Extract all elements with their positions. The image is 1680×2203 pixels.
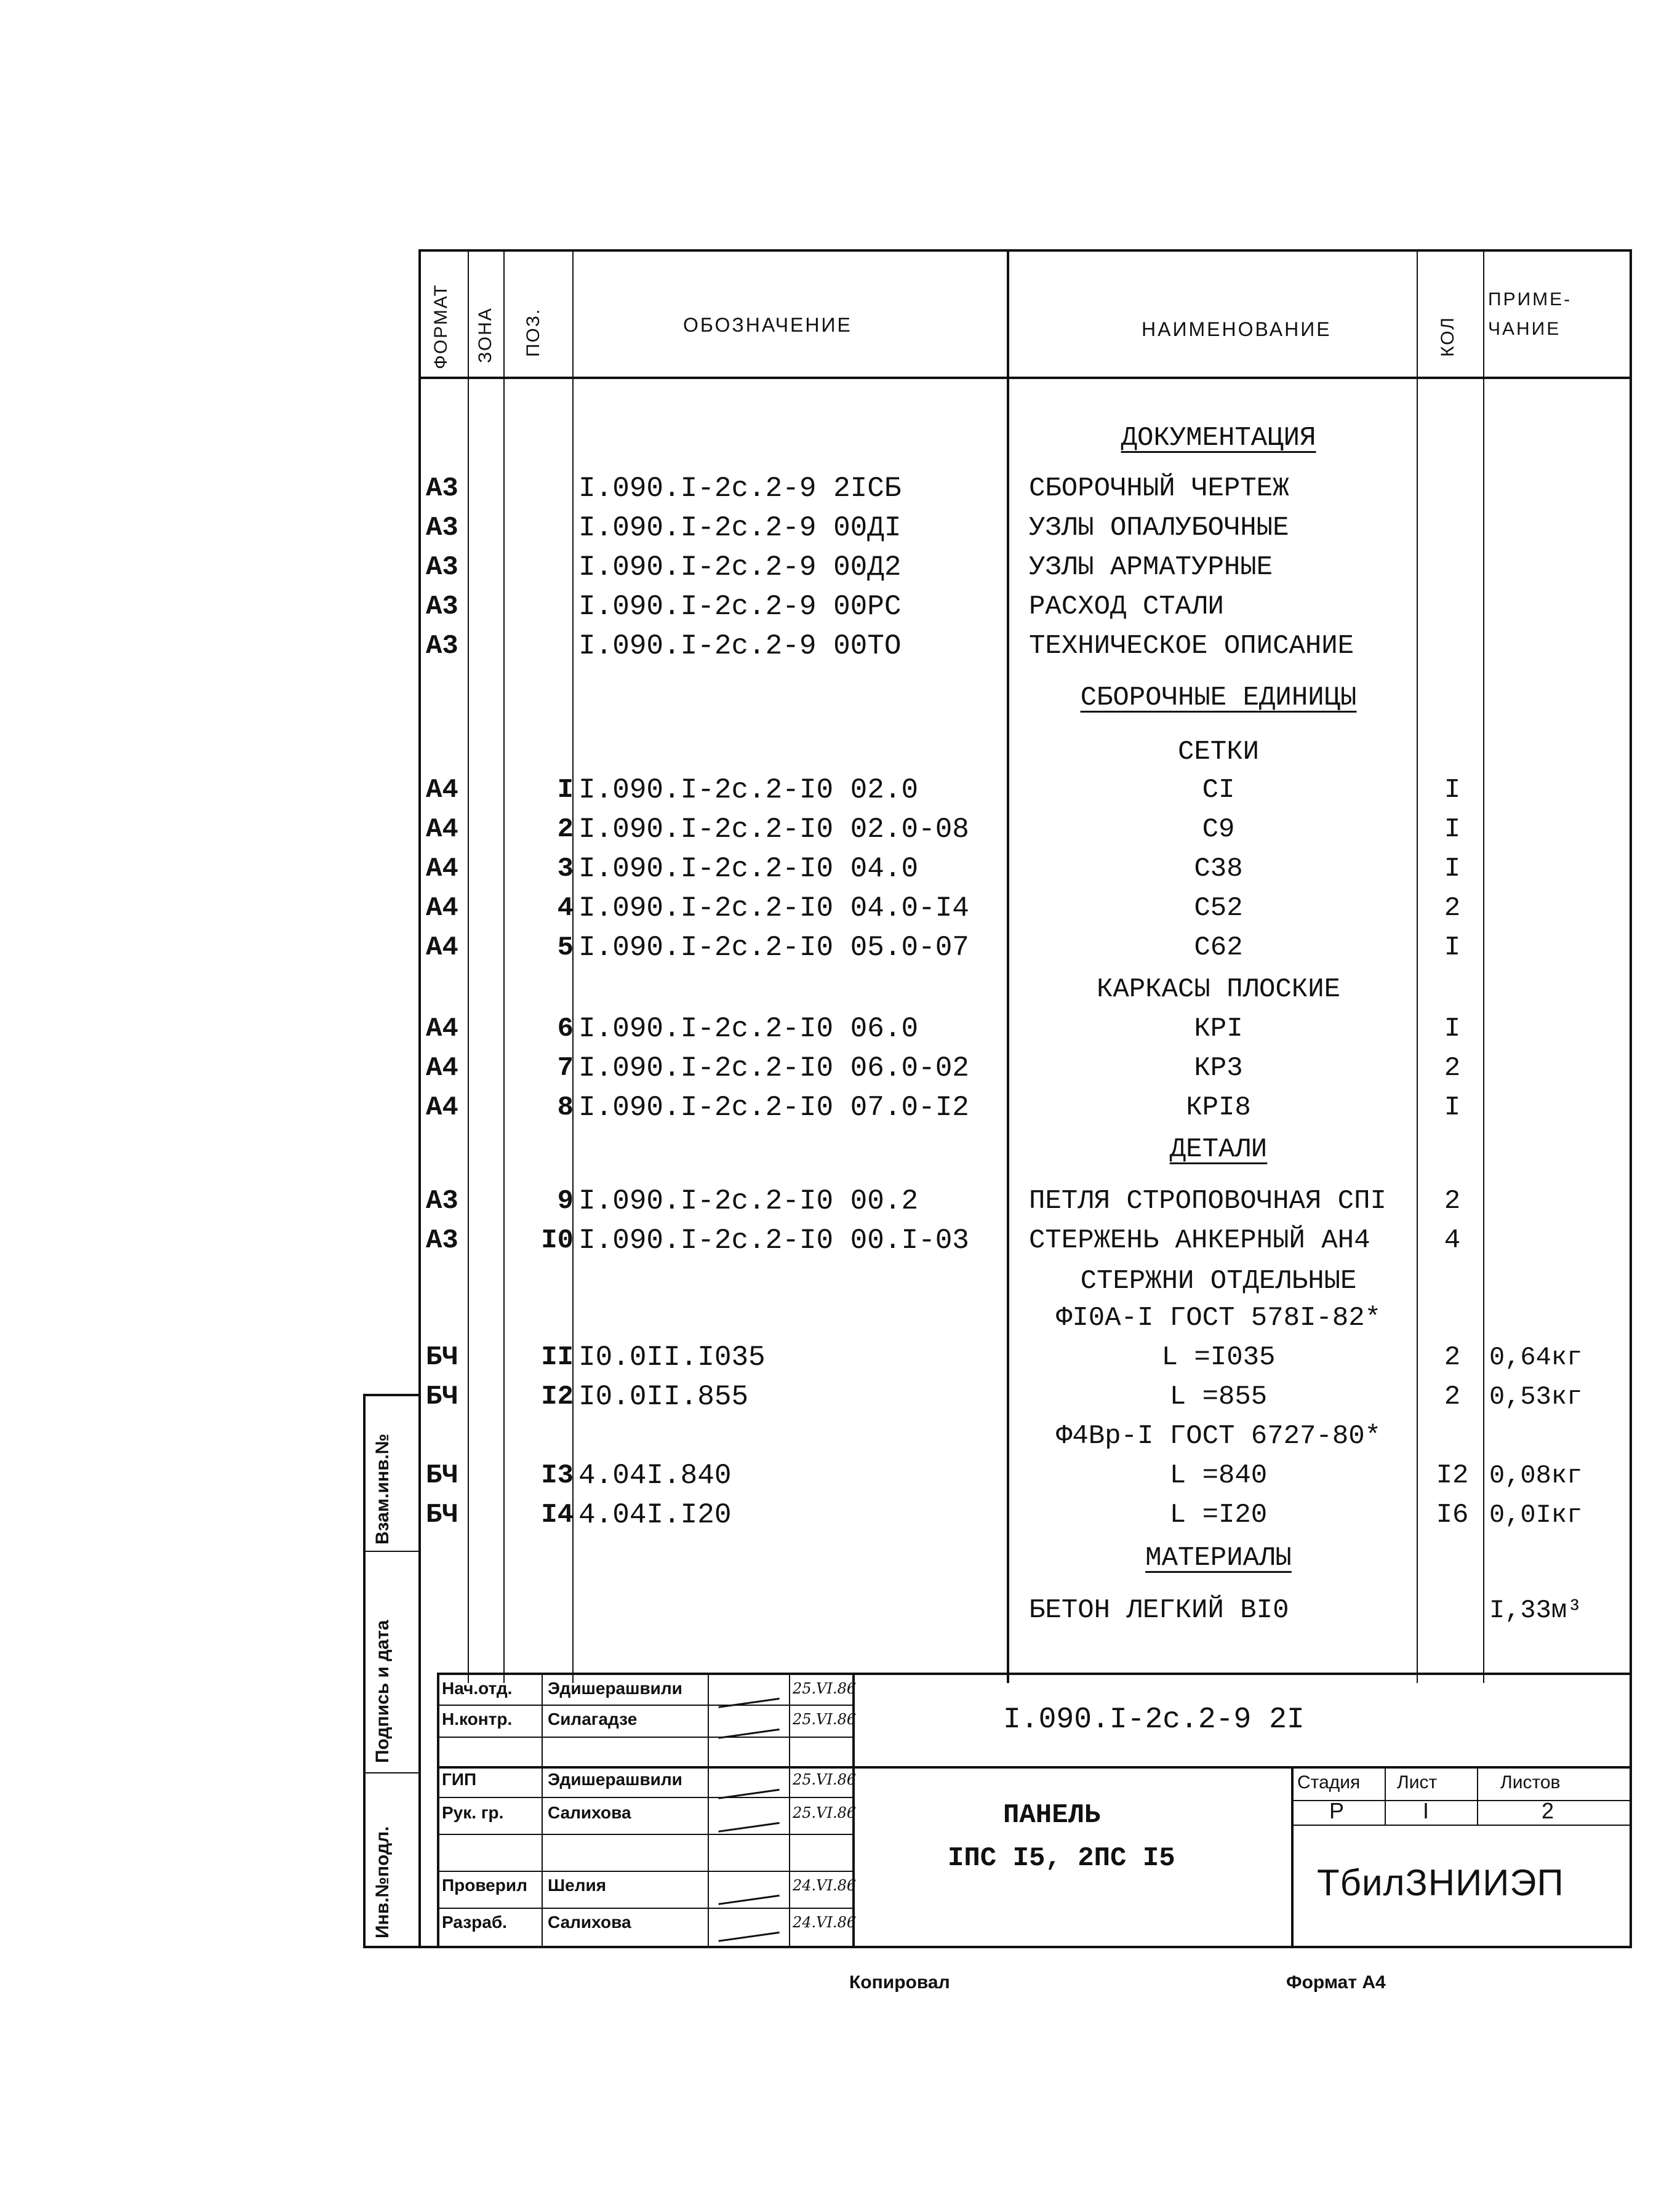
cell-designation: I.090.I-2c.2-I0 05.0-07 bbox=[578, 932, 969, 964]
cell-designation: I.090.I-2c.2-9 2IСБ bbox=[578, 473, 902, 505]
signature-role: Разраб. bbox=[442, 1913, 507, 1932]
stage-value: Р bbox=[1329, 1798, 1345, 1823]
cell-quantity: 2 bbox=[1444, 1053, 1461, 1084]
signature-date: 25.VI.86 bbox=[793, 1804, 857, 1821]
signature-name: Шелия bbox=[548, 1876, 607, 1895]
handwritten-signature bbox=[716, 1679, 780, 1708]
cell-position: 5 bbox=[557, 932, 574, 963]
table-row bbox=[0, 770, 1680, 810]
section-row bbox=[0, 1130, 1680, 1169]
header-designation: ОБОЗНАЧЕНИЕ bbox=[683, 314, 852, 336]
cell-quantity: 2 bbox=[1444, 1342, 1461, 1373]
cell-designation: I.090.I-2c.2-I0 04.0 bbox=[578, 853, 919, 885]
cell-position: I bbox=[557, 775, 574, 806]
cell-name: КР3 bbox=[1194, 1053, 1243, 1084]
cell-format: А4 bbox=[426, 1092, 458, 1123]
table-row bbox=[0, 1181, 1680, 1221]
signature-name: Эдишерашвили bbox=[548, 1679, 682, 1698]
cell-designation: I.090.I-2c.2-I0 06.0-02 bbox=[578, 1052, 969, 1084]
cell-position: 6 bbox=[557, 1014, 574, 1044]
signature-role: Н.контр. bbox=[442, 1709, 513, 1729]
organization-name: ТбилЗНИИЭП bbox=[1317, 1862, 1564, 1903]
cell-name: ПЕТЛЯ СТРОПОВОЧНАЯ СПI bbox=[1029, 1186, 1386, 1217]
cell-designation: I.090.I-2c.2-I0 00.I-03 bbox=[578, 1225, 969, 1257]
cell-name: КАРКАСЫ ПЛОСКИЕ bbox=[1096, 974, 1341, 1005]
table-row bbox=[0, 1456, 1680, 1495]
cell-name: C52 bbox=[1194, 893, 1243, 924]
cell-quantity: I2 bbox=[1436, 1460, 1469, 1491]
signature-role: Рук. гр. bbox=[442, 1803, 504, 1822]
header-zone: ЗОНА bbox=[475, 307, 495, 363]
table-row bbox=[0, 587, 1680, 626]
group-row bbox=[0, 1261, 1680, 1301]
cell-name: ДОКУМЕНТАЦИЯ bbox=[1121, 423, 1316, 454]
sheets-label: Листов bbox=[1500, 1772, 1561, 1793]
cell-designation: 4.04I.840 bbox=[578, 1460, 732, 1492]
section-row bbox=[0, 418, 1680, 458]
cell-quantity: I bbox=[1444, 854, 1461, 884]
cell-position: 3 bbox=[557, 854, 574, 884]
cell-quantity: 2 bbox=[1444, 1381, 1461, 1412]
signature-name: Силагадзе bbox=[548, 1709, 638, 1729]
table-row bbox=[0, 626, 1680, 666]
group-row bbox=[0, 1417, 1680, 1456]
cell-position: 8 bbox=[557, 1092, 574, 1123]
cell-name: L =I035 bbox=[1161, 1342, 1276, 1373]
cell-name: CI bbox=[1202, 775, 1235, 806]
cell-format: А4 bbox=[426, 1053, 458, 1084]
cell-designation: I.090.I-2c.2-I0 04.0-I4 bbox=[578, 892, 969, 924]
table-row bbox=[0, 1088, 1680, 1127]
cell-position: I0 bbox=[541, 1225, 574, 1256]
cell-designation: I.090.I-2c.2-9 00ДI bbox=[578, 512, 902, 544]
cell-name: ДЕТАЛИ bbox=[1169, 1134, 1268, 1165]
title-line-2: IПС I5, 2ПС I5 bbox=[948, 1843, 1175, 1874]
table-row bbox=[0, 548, 1680, 587]
cell-name: L =855 bbox=[1169, 1381, 1268, 1412]
cell-name: ТЕХНИЧЕСКОЕ ОПИСАНИЕ bbox=[1029, 631, 1354, 662]
header-pos: ПОЗ. bbox=[523, 308, 543, 357]
cell-format: БЧ bbox=[426, 1500, 458, 1530]
signature-date: 24.VI.86 bbox=[793, 1914, 857, 1931]
header-name: НАИМЕНОВАНИЕ bbox=[1142, 318, 1332, 340]
cell-quantity: 4 bbox=[1444, 1225, 1461, 1256]
header-qty: КОЛ bbox=[1438, 316, 1458, 357]
cell-format: А4 bbox=[426, 854, 458, 884]
cell-note: 0,08кг bbox=[1489, 1461, 1583, 1490]
table-row bbox=[0, 508, 1680, 548]
cell-name: СБОРОЧНЫЕ ЕДИНИЦЫ bbox=[1080, 682, 1357, 713]
cell-quantity: I bbox=[1444, 932, 1461, 963]
cell-designation: I.090.I-2c.2-I0 06.0 bbox=[578, 1013, 919, 1045]
cell-name: C38 bbox=[1194, 854, 1243, 884]
cell-format: А3 bbox=[426, 591, 458, 622]
cell-name: СБОРОЧНЫЙ ЧЕРТЕЖ bbox=[1029, 473, 1289, 504]
cell-name: КРI bbox=[1194, 1014, 1243, 1044]
handwritten-signature bbox=[716, 1804, 780, 1833]
cell-name: C62 bbox=[1194, 932, 1243, 963]
cell-designation: I0.0II.855 bbox=[578, 1381, 749, 1413]
cell-quantity: I bbox=[1444, 814, 1461, 845]
document-code: I.090.I-2c.2-9 2I bbox=[1003, 1703, 1305, 1737]
cell-quantity: I bbox=[1444, 775, 1461, 806]
section-row bbox=[0, 678, 1680, 718]
cell-format: А4 bbox=[426, 893, 458, 924]
table-row bbox=[0, 928, 1680, 967]
cell-format: А3 bbox=[426, 1225, 458, 1256]
table-row bbox=[0, 810, 1680, 849]
cell-designation: I.090.I-2c.2-I0 02.0-08 bbox=[578, 814, 969, 846]
table-row bbox=[0, 1221, 1680, 1260]
table-row bbox=[0, 1591, 1680, 1630]
signature-date: 25.VI.86 bbox=[793, 1771, 857, 1788]
cell-name: КРI8 bbox=[1186, 1092, 1251, 1123]
cell-designation: 4.04I.I20 bbox=[578, 1499, 732, 1531]
cell-designation: I.090.I-2c.2-I0 00.2 bbox=[578, 1185, 919, 1217]
side-stamp-podpis: Подпись и дата bbox=[372, 1620, 393, 1763]
side-stamp-inv: Инв.№подл. bbox=[372, 1826, 393, 1938]
handwritten-signature bbox=[716, 1876, 780, 1905]
cell-name: Ф4Вр-I ГОСТ 6727-80* bbox=[1055, 1421, 1382, 1452]
table-row bbox=[0, 849, 1680, 889]
footer-copied: Копировал bbox=[849, 1972, 950, 1993]
cell-note: 0,53кг bbox=[1489, 1382, 1583, 1412]
cell-designation: I.090.I-2c.2-I0 02.0 bbox=[578, 774, 919, 806]
table-row bbox=[0, 469, 1680, 508]
cell-name: СТЕРЖНИ ОТДЕЛЬНЫЕ bbox=[1080, 1266, 1357, 1297]
cell-position: 7 bbox=[557, 1053, 574, 1084]
table-row bbox=[0, 1049, 1680, 1088]
table-row bbox=[0, 1377, 1680, 1417]
cell-position: I2 bbox=[541, 1381, 574, 1412]
cell-format: А4 bbox=[426, 1014, 458, 1044]
sheet-label: Лист bbox=[1397, 1772, 1438, 1793]
cell-designation: I.090.I-2c.2-9 00ТО bbox=[578, 630, 902, 662]
table-row bbox=[0, 1495, 1680, 1535]
table-row bbox=[0, 1009, 1680, 1049]
cell-note: I,33м³ bbox=[1489, 1596, 1583, 1625]
cell-format: А3 bbox=[426, 473, 458, 504]
side-stamp-vzam: Взам.инв.№ bbox=[372, 1433, 393, 1545]
header-note-2: ЧАНИЕ bbox=[1488, 319, 1561, 339]
cell-quantity: I bbox=[1444, 1092, 1461, 1123]
cell-name: РАСХОД СТАЛИ bbox=[1029, 591, 1224, 622]
cell-name: УЗЛЫ ОПАЛУБОЧНЫЕ bbox=[1029, 513, 1289, 543]
group-row bbox=[0, 732, 1680, 772]
cell-name: C9 bbox=[1202, 814, 1235, 845]
signature-role: Нач.отд. bbox=[442, 1679, 513, 1698]
cell-name: МАТЕРИАЛЫ bbox=[1145, 1543, 1292, 1573]
cell-format: А4 bbox=[426, 932, 458, 963]
cell-name: БЕТОН ЛЕГКИЙ ВI0 bbox=[1029, 1595, 1289, 1626]
cell-format: А3 bbox=[426, 631, 458, 662]
cell-quantity: I6 bbox=[1436, 1500, 1469, 1530]
cell-format: А4 bbox=[426, 814, 458, 845]
cell-format: БЧ bbox=[426, 1381, 458, 1412]
cell-designation: I0.0II.I035 bbox=[578, 1341, 766, 1373]
cell-note: 0,0Iкг bbox=[1489, 1500, 1583, 1530]
handwritten-signature bbox=[716, 1710, 780, 1739]
cell-designation: I.090.I-2c.2-9 00РС bbox=[578, 591, 902, 623]
cell-format: А3 bbox=[426, 513, 458, 543]
cell-name: ФI0А-I ГОСТ 578I-82* bbox=[1055, 1303, 1382, 1333]
cell-designation: I.090.I-2c.2-9 00Д2 bbox=[578, 551, 902, 583]
cell-note: 0,64кг bbox=[1489, 1343, 1583, 1372]
cell-name: УЗЛЫ АРМАТУРНЫЕ bbox=[1029, 552, 1273, 583]
cell-name: L =840 bbox=[1169, 1460, 1268, 1491]
signature-date: 24.VI.86 bbox=[793, 1877, 857, 1894]
handwritten-signature bbox=[716, 1913, 780, 1942]
table-row bbox=[0, 1338, 1680, 1377]
cell-position: 2 bbox=[557, 814, 574, 845]
cell-position: II bbox=[541, 1342, 574, 1373]
signature-name: Эдишерашвили bbox=[548, 1770, 682, 1789]
group-row bbox=[0, 970, 1680, 1009]
handwritten-signature bbox=[716, 1770, 780, 1799]
cell-name: СЕТКИ bbox=[1177, 737, 1260, 767]
section-row bbox=[0, 1538, 1680, 1578]
footer-format: Формат А4 bbox=[1286, 1972, 1386, 1993]
sheets-value: 2 bbox=[1542, 1798, 1554, 1823]
stage-label: Стадия bbox=[1297, 1772, 1361, 1793]
group-row bbox=[0, 1298, 1680, 1338]
cell-name: L =I20 bbox=[1169, 1500, 1268, 1530]
sheet-value: I bbox=[1423, 1798, 1430, 1823]
cell-format: БЧ bbox=[426, 1460, 458, 1491]
cell-format: А3 bbox=[426, 552, 458, 583]
cell-format: А4 bbox=[426, 775, 458, 806]
signature-date: 25.VI.86 bbox=[793, 1680, 857, 1697]
signature-name: Салихова bbox=[548, 1913, 631, 1932]
header-format: ФОРМАТ bbox=[431, 284, 451, 369]
header-note-1: ПРИМЕ- bbox=[1488, 289, 1572, 310]
cell-format: БЧ bbox=[426, 1342, 458, 1373]
cell-format: А3 bbox=[426, 1186, 458, 1217]
cell-position: I3 bbox=[541, 1460, 574, 1491]
title-line-1: ПАНЕЛЬ bbox=[1003, 1800, 1101, 1831]
signature-date: 25.VI.86 bbox=[793, 1711, 857, 1728]
cell-designation: I.090.I-2c.2-I0 07.0-I2 bbox=[578, 1092, 969, 1124]
cell-quantity: 2 bbox=[1444, 893, 1461, 924]
cell-quantity: 2 bbox=[1444, 1186, 1461, 1217]
signature-name: Салихова bbox=[548, 1803, 631, 1822]
cell-name: СТЕРЖЕНЬ АНКЕРНЫЙ АН4 bbox=[1029, 1225, 1370, 1256]
cell-position: 4 bbox=[557, 893, 574, 924]
cell-position: I4 bbox=[541, 1500, 574, 1530]
cell-quantity: I bbox=[1444, 1014, 1461, 1044]
cell-position: 9 bbox=[557, 1186, 574, 1217]
signature-role: Проверил bbox=[442, 1876, 527, 1895]
table-row bbox=[0, 889, 1680, 928]
signature-role: ГИП bbox=[442, 1770, 477, 1789]
